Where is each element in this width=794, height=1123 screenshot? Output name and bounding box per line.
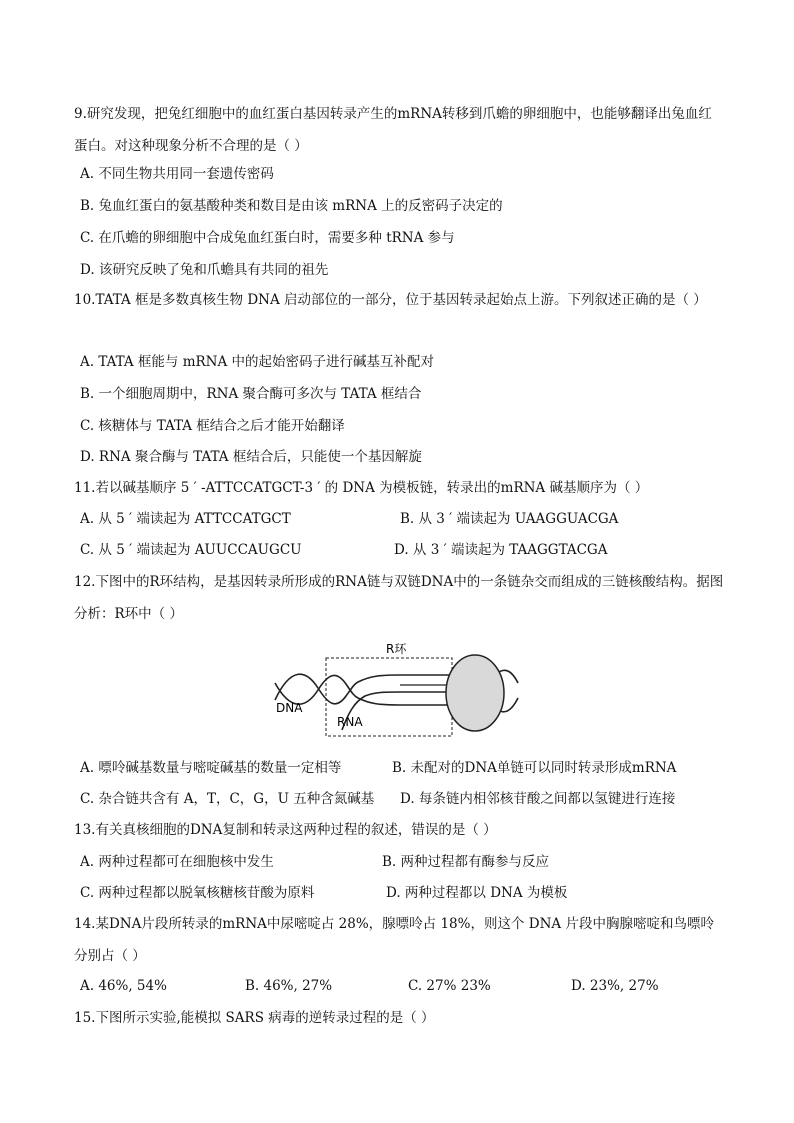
question-11-stem: 11.若以碱基顺序 5 ′ -ATTCCATGCT-3 ′ 的 DNA 为模板链，转录出的mRNA 碱基顺序为（ ）	[74, 480, 649, 496]
question-15-stem: 15.下图所示实验,能模拟 SARS 病毒的逆转录过程的是（ ）	[74, 1010, 435, 1026]
q12-option-c: C. 杂合链共含有 A，T，C，G，U 五种含氮碱基	[80, 791, 375, 807]
question-10-stem: 10.TATA 框是多数真核生物 DNA 启动部位的一部分，位于基因转录起始点上游。下列叙述正确的是（ ）	[74, 292, 707, 308]
q9-option-a: A. 不同生物共用同一套遗传密码	[80, 166, 274, 182]
q12-option-b: B. 未配对的DNA单链可以同时转录形成mRNA	[392, 760, 677, 776]
question-13-stem: 13.有关真核细胞的DNA复制和转录这两种过程的叙述，错误的是（ ）	[74, 822, 497, 838]
q10-option-d: D. RNA 聚合酶与 TATA 框结合后，只能使一个基因解旋	[80, 449, 422, 465]
q13-option-c: C. 两种过程都以脱氧核糖核苷酸为原料	[80, 885, 315, 901]
q13-option-d: D. 两种过程都以 DNA 为模板	[386, 885, 568, 901]
q9-option-c: C. 在爪蟾的卵细胞中合成兔血红蛋白时，需要多种 tRNA 参与	[80, 230, 455, 246]
dna-top-strand	[358, 675, 455, 682]
q14-option-a: A. 46%, 54%	[80, 978, 167, 994]
q13-option-b: B. 两种过程都有酶参与反应	[382, 854, 550, 870]
label-r-loop: R环	[386, 642, 407, 656]
q12-option-a: A. 嘌呤碱基数量与嘧啶碱基的数量一定相等	[80, 760, 342, 776]
q11-option-a: A. 从 5 ′ 端读起为 ATTCCATGCT	[80, 511, 291, 527]
q14-option-c: C. 27% 23%	[408, 978, 491, 994]
label-rna: RNA	[337, 715, 363, 729]
q11-option-c: C. 从 5 ′ 端读起为 AUUCCAUGCU	[80, 542, 302, 558]
q11-option-b: B. 从 3 ′ 端读起为 UAAGGUACGA	[400, 511, 619, 527]
q9-option-d: D. 该研究反映了兔和爪蟾具有共同的祖先	[80, 262, 329, 278]
q10-option-b: B. 一个细胞周期中，RNA 聚合酶可多次与 TATA 框结合	[80, 386, 422, 402]
question-14-stem: 14.某DNA片段所转录的mRNA中尿嘧啶占 28%，腺嘌呤占 18%，则这个 DNA 片段中胸腺嘧啶和鸟嘌呤分别占（ ）	[74, 916, 714, 964]
r-loop-diagram	[270, 638, 530, 738]
q14-option-b: B. 46%, 27%	[245, 978, 333, 994]
q12-option-d: D. 每条链内相邻核苷酸之间都以氢键进行连接	[400, 791, 676, 807]
q10-option-c: C. 核糖体与 TATA 框结合之后才能开始翻译	[80, 418, 345, 434]
q9-option-b: B. 兔血红蛋白的氨基酸种类和数目是由该 mRNA 上的反密码子决定的	[80, 198, 503, 214]
label-dna: DNA	[276, 701, 303, 715]
dna-bottom-strand	[358, 698, 455, 705]
rna-polymerase-icon	[446, 655, 504, 731]
q11-option-d: D. 从 3 ′ 端读起为 TAAGGTACGA	[394, 542, 608, 558]
q10-option-a: A. TATA 框能与 mRNA 中的起始密码子进行碱基互补配对	[80, 354, 435, 370]
q14-option-d: D. 23%, 27%	[571, 978, 659, 994]
q13-option-a: A. 两种过程都可在细胞核中发生	[80, 854, 274, 870]
question-12-stem: 12.下图中的R环结构，是基因转录所形成的RNA链与双链DNA中的一条链杂交而组成的三链核酸结构。据图分析：R环中（ ）	[74, 574, 724, 622]
question-9-stem: 9.研究发现，把兔红细胞中的血红蛋白基因转录产生的mRNA转移到爪蟾的卵细胞中，也能够翻译出兔血红蛋白。对这种现象分析不合理的是（ ）	[74, 106, 712, 154]
